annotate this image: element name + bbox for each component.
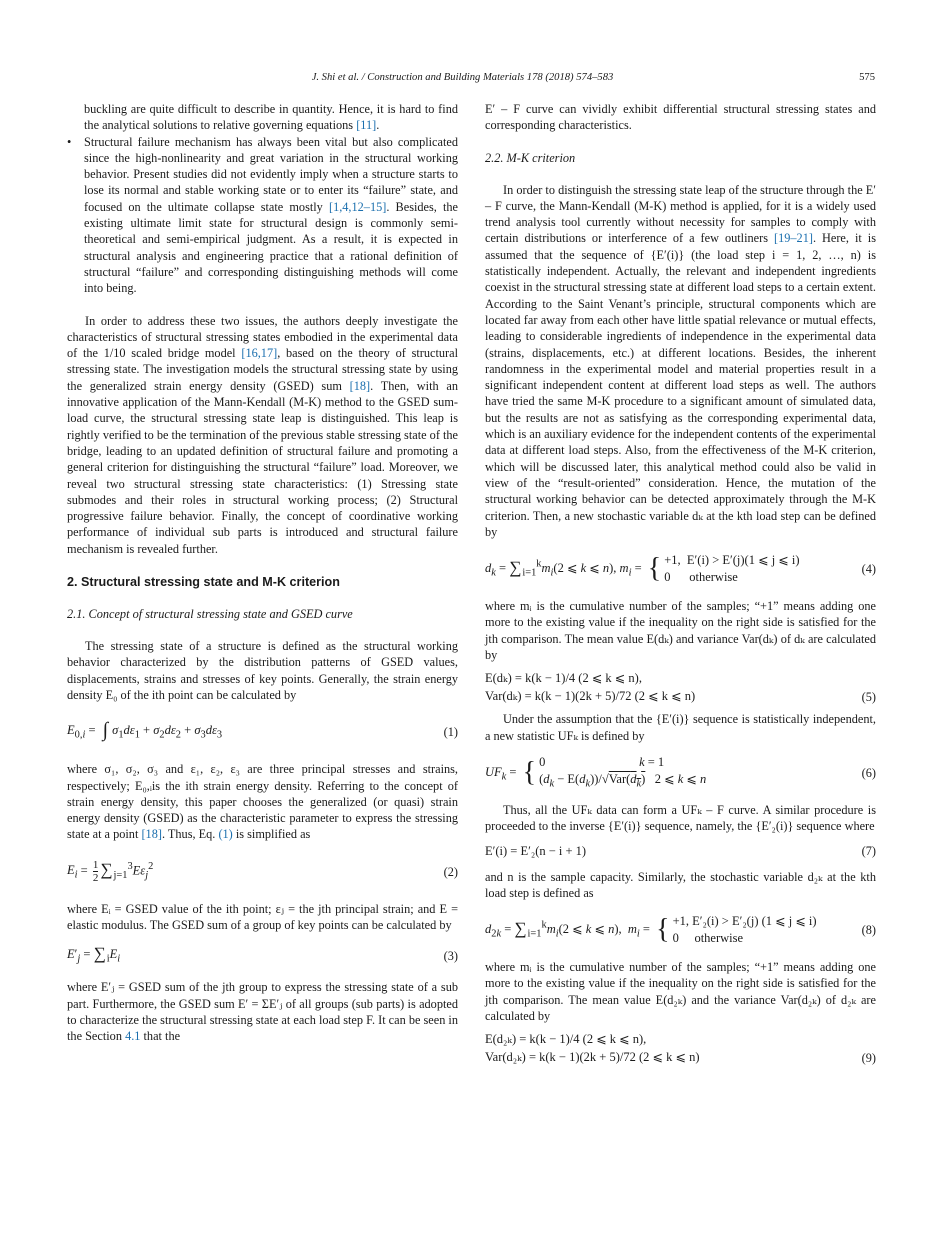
subsection-heading: 2.2. M-K criterion <box>485 150 576 165</box>
citation-link[interactable]: [19–21] <box>774 231 813 246</box>
page-number: 575 <box>859 72 875 83</box>
equation-3: $E'_j = \sum_iE_i$ (3) <box>67 943 458 965</box>
bullet-icon: • <box>67 134 72 149</box>
citation-link[interactable]: [18] <box>349 378 371 393</box>
section-link[interactable]: 4.1 <box>125 1029 141 1044</box>
equation-5: E(dₖ) = k(k − 1)/4 (2 ⩽ k ⩽ n), Var(dₖ) = k(k − 1)(2k + 5)/72 (2 ⩽ k ⩽ n) (5) <box>485 671 876 705</box>
paragraph-gsed-definition: where σ₁, σ₂, σ₃ and ε₁, ε₂, ε₃ are three principal stresses and strains, respectively; E₀,ᵢis the ith strain energy density. Referring to the concept of strain energy density, this paper chooses the generalized (or quasi) strain energy density (GSED) as the characteristic parameter to express the stressing state at a point [18]. Thus, Eq. (1) is simplified as <box>67 762 458 842</box>
equation-number: (9) <box>861 1050 876 1065</box>
equation-number: (3) <box>443 949 458 964</box>
paragraph-statistic: Under the assumption that the {E′(i)} sequence is statistically independent, a new statistic UFₖ is defined by <box>485 712 876 743</box>
subsection-heading: 2.1. Concept of structural stressing state and GSED curve <box>67 607 353 622</box>
paragraph-inverse-sequence: Thus, all the UFₖ data can form a UFₖ – F curve. A similar procedure is proceeded to the inverse {E′(i)} sequence, namely, the {E′₂(i)} sequence where <box>485 802 876 834</box>
equation-2: $E_i$ = $\frac{1}{2}$ $\sum_{j=1}^3E\varepsilon_j^2$ (2) <box>67 859 458 885</box>
paragraph-gsed-value: where Eᵢ = GSED value of the ith point; εⱼ = the jth principal strain; and E = elastic modulus. The GSED sum of a group of key points can be calculated by <box>67 901 458 932</box>
paragraph-gsed-sum: where E′ⱼ = GSED sum of the jth group to express the stressing state of a sub part. Furthermore, the GSED sum E′ = ΣE′ⱼ of all groups (sub parts) is adopted to characterize the structural stressing state at each load step F. It can be seen in the Section 4.1 that the <box>67 980 458 1044</box>
paragraph-intro: In order to address these two issues, the authors deeply investigate the characteristics of structural stressing states embodied in the experimental data of the 1/10 scaled bridge model [16,17], based on the theory of structural stressing state. The investigation models the structural stressing state by using the generalized strain energy density (GSED) sum [18]. Then, with an innovative application of the Mann-Kendall (M-K) method to the GSED sum-load curve, the structural stressing state leap is distinguished. This leap is rightly verified to be the termination of the previous stable stressing state of the bridge, leading to an updated definition of structural failure and promoting a general criterion for distinguishing the structural “failure” load. Moreover, we reveal two structural stressing state characteristics: (1) Stressing state submodes and their roles in structural working process; (2) Structural progressive failure behavior. Finally, the concept of coordinative working performance of individual sub parts is introduced and structural failure mechanism is revealed further. <box>67 313 459 556</box>
citation-link[interactable]: [1,4,12–15] <box>328 199 387 214</box>
paragraph-cumulative-2: where mᵢ is the cumulative number of the samples; “+1” means adding one more to the existing value if the inequality on the right side is satisfied for the jth comparison. The mean value E(d₂ₖ) and the variance Var(d₂ₖ) of d₂ₖ are calculated by <box>485 960 876 1023</box>
equation-9: E(d₂ₖ) = k(k − 1)/4 (2 ⩽ k ⩽ n), Var(d₂ₖ) = k(k − 1)(2k + 5)/72 (2 ⩽ k ⩽ n) (9) <box>485 1032 876 1065</box>
equation-number: (7) <box>861 844 876 859</box>
section-heading: 2. Structural stressing state and M-K criterion <box>67 575 340 590</box>
paragraph-cumulative: where mᵢ is the cumulative number of the samples; “+1” means adding one more to the existing value if the inequality on the right side is satisfied for the jth comparison. The mean value E(dₖ) and variance Var(dₖ) of dₖ are calculated by <box>485 599 876 663</box>
left-column <box>67 101 458 1044</box>
bullet-1-continuation: buckling are quite difficult to describe in quantity. Hence, it is hard to find the analytical solutions to relative governing equations [11]. <box>84 102 458 133</box>
equation-number: (1) <box>443 725 458 740</box>
equation-6: $UF_k$ = { 0 k = 1 $(d_k - E(d_k))/√Var(d_k)$ 2 ⩽ k ⩽ n (6) <box>485 754 876 790</box>
equation-1: $E_{0,i}$ = ∫ $\sigma_1d\varepsilon_1 + \sigma_2d\varepsilon_2 + \sigma_3d\varepsilon_3$ (1) <box>67 719 458 742</box>
equation-number: (6) <box>861 765 876 780</box>
equation-number: (8) <box>861 922 876 937</box>
equation-number: (5) <box>861 690 876 705</box>
bullet-2: • Structural failure mechanism has always been vital but also complicated since the high-nonlinearity and great variation in the structural working behavior. Present studies did not evidently imply when a structure starts to lose its normal and stable working state or to enter its “failure” state, and focused on the ultimate collapse state mostly [1,4,12–15]. Besides, the existing ultimate limit state for structural design is commonly semi-theoretical and semi-empirical judgment. As a result, it is expected in structural analysis and engineering practice that a rational definition of structural “failure” and corresponding distinguishing methods will come into being. <box>67 134 459 296</box>
paragraph-sample-capacity: and n is the sample capacity. Similarly, the stochastic variable d₂ₖ at the kth load step is defined as <box>485 869 876 900</box>
right-column <box>485 101 876 1072</box>
page-header <box>0 72 925 88</box>
equation-number: (2) <box>443 864 458 879</box>
equation-number: (4) <box>861 561 876 576</box>
citation-link[interactable]: [16,17] <box>241 346 278 361</box>
equation-7: E′(i) = E′₂(n − i + 1) (7) <box>485 844 876 859</box>
paragraph-stressing-state: The stressing state of a structure is defined as the structural working behavior characterized by the distribution patterns of GSED values, displacements, strains and stresses of key points. Generally, the strain energy density E₀ of the ith point can be calculated by <box>67 639 458 702</box>
journal-citation: J. Shi et al. / Construction and Building Materials 178 (2018) 574–583 <box>311 72 614 83</box>
paragraph-curve-continuation: E′ – F curve can vividly exhibit differential structural stressing states and corresponding characteristics. <box>485 102 876 133</box>
citation-link[interactable]: [11] <box>356 118 377 133</box>
equation-4: $d_k = \sum_{i=1}^km_i(2$ ⩽ k ⩽ n), $m_i$ = { +1, E′(i) > E′(j)(1 ⩽ j ⩽ i) 0 otherwise (4) <box>485 553 876 585</box>
equation-8: $d_{2k} = \sum_{i=1}^km_i(2$ ⩽ k ⩽ n), $m_i$ = { +1, E′₂(i) > E′₂(j) (1 ⩽ j ⩽ i) 0 otherwise (8) <box>485 914 876 946</box>
equation-link[interactable]: (1) <box>218 827 233 842</box>
citation-link[interactable]: [18] <box>141 827 162 842</box>
paragraph-mk-method: In order to distinguish the stressing state leap of the structure through the E′ – F curve, the Mann-Kendall (M-K) method is applied, for it is a widely used trend analysis tool currently without necessity for samples to comply with certain distributions or interference of a few outliners [19–21]. Here, it is assumed that the sequence of {E′(i)} (the load step i = 1, 2, …, n) is statistically independent. Actually, the relevant and independent ingredients coexist in the structural stressing state at different load steps to a certain extent. According to the Saint Venant’s principle, structural components which are located far away from each other have little spatial relevance or mutual effects, leading to considerable ingredients of independence in the experimental data (strains, displacements, etc.) at different locations. Besides, the inherent randomness in the experimental model and material properties result in a significant independent content at different load steps as well. The authors have tried the same M-K procedure to a significant amount of simulated data, but the results are not as satisfying as the corresponding experimental data, which is an auxiliary evidence for the independent contents of the experimental data at different load steps. Also, from the effectiveness of the M-K criterion, which will be discussed later, this analytical method could also be valid in view of the “result-oriented” consideration. Hence, the mutation of the structural working behavior can be detected approximately through the M-K criterion. Then, a new stochastic variable dₖ at the kth load step can be defined by <box>485 182 876 539</box>
